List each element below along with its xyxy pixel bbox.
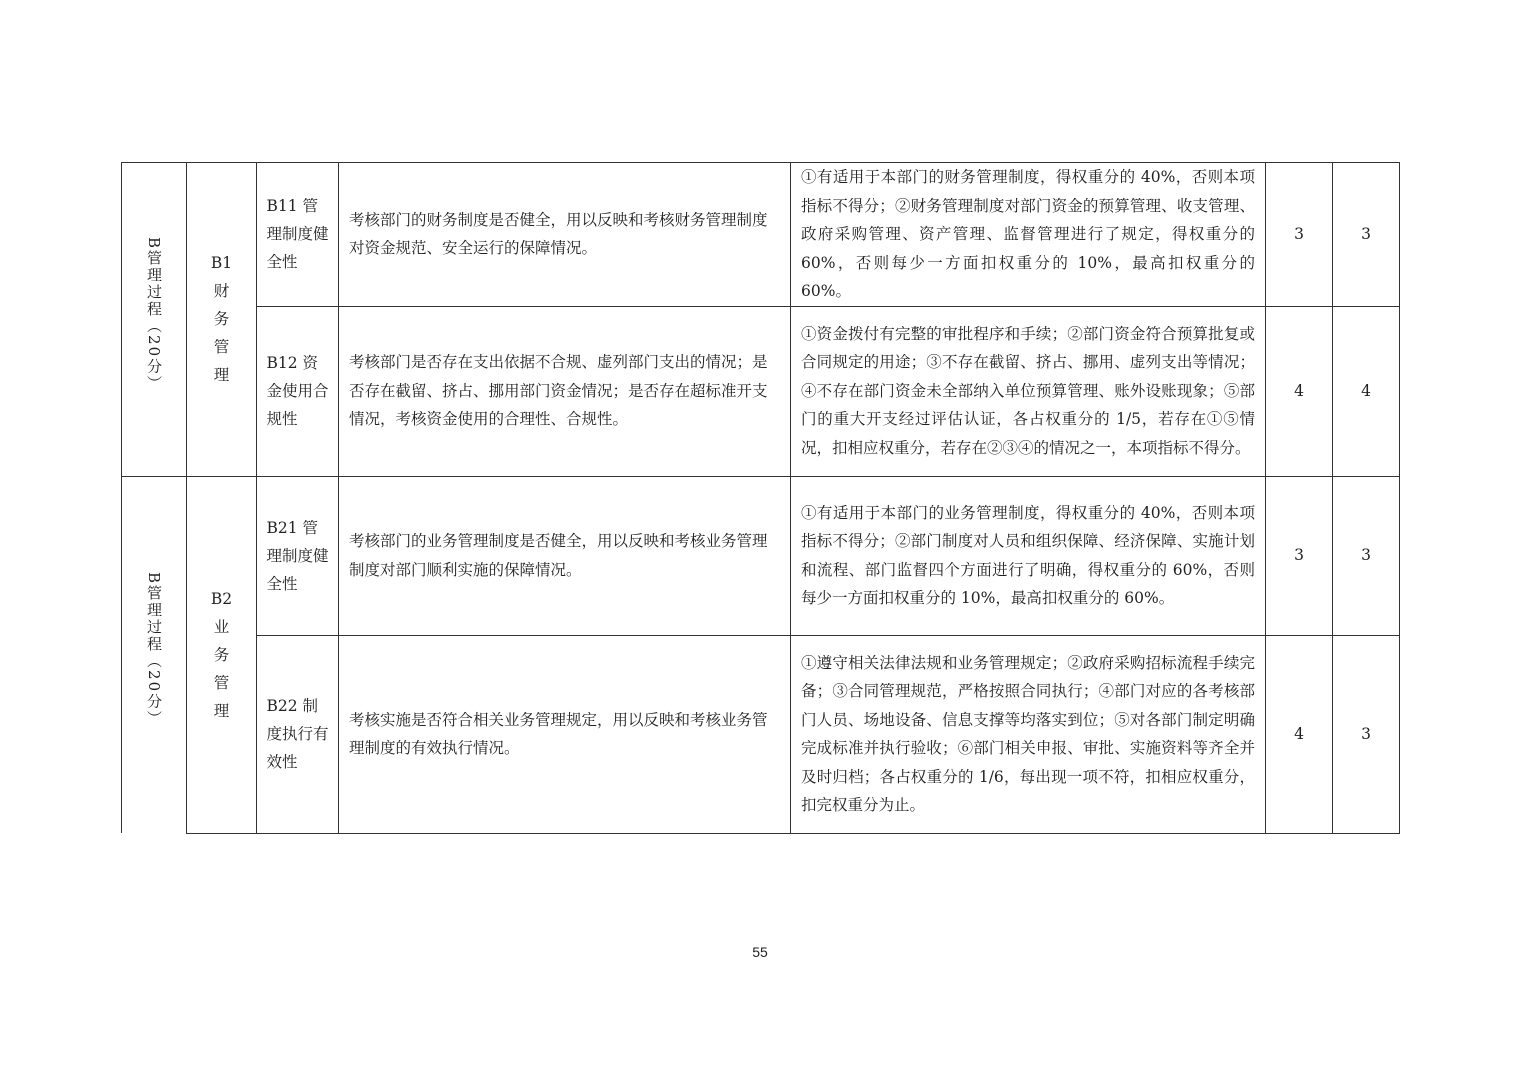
score-cell: 3 xyxy=(1333,163,1400,307)
description-cell xyxy=(339,635,791,833)
score-cell: 3 xyxy=(1333,476,1400,635)
evaluation-table xyxy=(121,162,1400,834)
subcategory-cell xyxy=(187,163,257,477)
indicator-cell xyxy=(257,163,339,307)
subcategory-cell xyxy=(187,476,257,833)
score-cell: 4 xyxy=(1333,306,1400,476)
indicator-label: B22 制度执行有效性 xyxy=(266,697,329,771)
criteria-text: ①有适用于本部门的业务管理制度，得权重分的 40%，否则本项指标不得分；②部门制度对人员和组织保障、经济保障、实施计划和流程、部门监督四个方面进行了明确，得权重分的 60%，否则每少一方面扣权重分的 10%，最高扣权重分的 60%。 xyxy=(801,503,1255,607)
criteria-text: ①遵守相关法律法规和业务管理规定；②政府采购招标流程手续完备；③合同管理规范，严格按照合同执行；④部门对应的各考核部门人员、场地设备、信息支撑等均落实到位；⑤对各部门制定明确完成标准并执行验收；⑥部门相关申报、审批、实施资料等齐全并及时归档；各占权重分的 1/6，每出现一项不符，扣相应权重分，扣完权重分为止。 xyxy=(801,653,1255,814)
indicator-label: B11 管理制度健全性 xyxy=(266,197,329,272)
category-cell xyxy=(122,163,187,477)
subcategory-label: B1 财务管理 xyxy=(210,254,233,385)
category-label: B管理过程（20分） xyxy=(145,572,163,728)
description-text: 考核部门的财务制度是否健全，用以反映和考核财务管理制度对资金规范、安全运行的保障情况。 xyxy=(349,210,768,258)
indicator-label: B21 管理制度健全性 xyxy=(266,518,329,593)
description-cell xyxy=(339,306,791,476)
table-row xyxy=(122,306,1400,476)
criteria-text: ①资金拨付有完整的审批程序和手续；②部门资金符合预算批复或合同规定的用途；③不存在截留、挤占、挪用、虚列支出等情况；④不存在部门资金未全部纳入单位预算管理、账外设账现象；⑤部门的重大开支经过评估认证，各占权重分的 1/5，若存在①⑤情况，扣相应权重分，若存在②③④的情况之一，本项指标不得分。 xyxy=(801,324,1255,457)
description-cell xyxy=(339,476,791,635)
weight-cell: 4 xyxy=(1266,306,1333,476)
criteria-cell xyxy=(791,163,1266,307)
weight-cell: 3 xyxy=(1266,163,1333,307)
criteria-text: ①有适用于本部门的财务管理制度，得权重分的 40%，否则本项指标不得分；②财务管理制度对部门资金的预算管理、收支管理、政府采购管理、资产管理、监督管理进行了规定，得权重分的 60%，否则每少一方面扣权重分的 10%，最高扣权重分的 60%。 xyxy=(801,168,1255,300)
category-label: B管理过程（20分） xyxy=(145,236,163,393)
indicator-cell xyxy=(257,306,339,476)
criteria-cell xyxy=(791,306,1266,476)
indicator-cell xyxy=(257,635,339,833)
description-text: 考核实施是否符合相关业务管理规定，用以反映和考核业务管理制度的有效执行情况。 xyxy=(349,710,768,757)
weight-cell: 3 xyxy=(1266,476,1333,635)
page-number: 55 xyxy=(752,944,768,960)
description-text: 考核部门是否存在支出依据不合规、虚列部门支出的情况；是否存在截留、挤占、挪用部门资金情况；是否存在超标准开支情况，考核资金使用的合理性、合规性。 xyxy=(349,353,768,429)
subcategory-label: B2 业务管理 xyxy=(210,589,233,720)
criteria-cell xyxy=(791,635,1266,833)
table-row xyxy=(122,635,1400,833)
description-cell xyxy=(339,163,791,307)
description-text: 考核部门的业务管理制度是否健全，用以反映和考核业务管理制度对部门顺利实施的保障情况。 xyxy=(349,532,768,579)
indicator-cell xyxy=(257,476,339,635)
weight-cell: 4 xyxy=(1266,635,1333,833)
table-row xyxy=(122,476,1400,635)
indicator-label: B12 资金使用合规性 xyxy=(266,354,329,428)
score-cell: 3 xyxy=(1333,635,1400,833)
table-row xyxy=(122,163,1400,307)
criteria-cell xyxy=(791,476,1266,635)
category-cell xyxy=(122,476,187,833)
